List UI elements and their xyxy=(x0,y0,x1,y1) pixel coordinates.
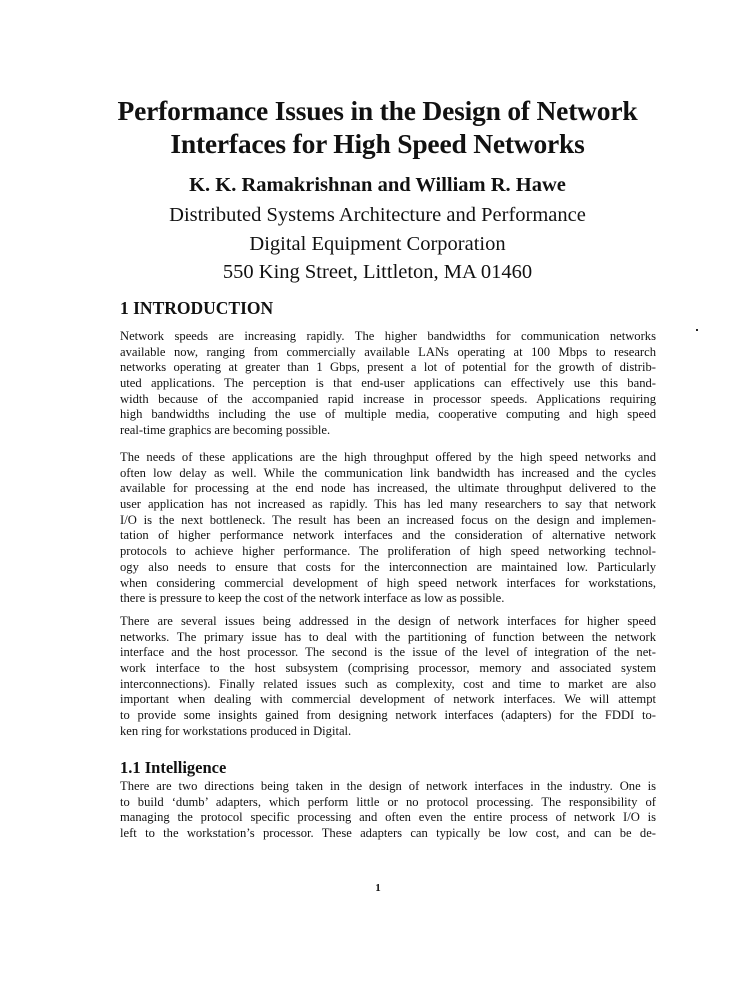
text-line: important when dealing with commercial development of network interfaces. We will attempt xyxy=(120,692,656,707)
text-line: available now, ranging from commercially available LANs operating at 100 Mbps to research xyxy=(120,344,656,359)
text-line: to build ‘dumb’ adapters, which perform little or no protocol processing. The responsibility of xyxy=(120,794,656,809)
text-line: ogy also needs to ensure that costs for the interconnection are maintained low. Particularly xyxy=(120,559,656,574)
affiliation-address: 550 King Street, Littleton, MA 01460 xyxy=(222,261,533,283)
scan-artifact xyxy=(696,329,698,331)
text-line: networks. The primary issue has to deal with the partitioning of function between the network xyxy=(120,629,656,644)
paper-affiliation xyxy=(60,201,695,287)
text-line: ken ring for workstations produced in Digital. xyxy=(120,723,352,738)
text-line: Network speeds are increasing rapidly. The higher bandwidths for communication networks xyxy=(120,329,656,343)
text-line: high bandwidths including the use of multiple media, cooperative computing and high speed xyxy=(120,407,656,422)
paragraph xyxy=(120,450,656,607)
text-line: interconnections). Finally related issues such as complexity, cost and time to market are also xyxy=(120,676,656,691)
text-line: managing the protocol specific processing and often even the entire process of network I/O is xyxy=(120,810,656,825)
title-line: Performance Issues in the Design of Network xyxy=(117,95,638,126)
text-line: width because of the accompanied rapid increase in processor speeds. Applications requiring xyxy=(120,391,656,406)
title-line: Interfaces for High Speed Networks xyxy=(170,128,585,159)
affiliation-organization: Digital Equipment Corporation xyxy=(249,232,506,255)
text-line: left to the workstation’s processor. These adapters can typically be low cost, and can be de- xyxy=(120,826,656,841)
text-line: tation of higher performance network interfaces and the consideration of alternative network xyxy=(120,528,656,543)
text-line: available for processing at the end node has increased, the ultimate throughput delivered to the xyxy=(120,481,656,496)
text-line: networks operating at greater than 1 Gbps, present a lot of potential for the growth of distrib- xyxy=(120,360,656,375)
subsection-heading-intelligence: 1.1 Intelligence xyxy=(120,758,227,777)
text-line: There are several issues being addressed in the design of network interfaces for higher speed xyxy=(120,614,656,628)
text-line: user application has not increased as rapidly. This has led many researchers to say that network xyxy=(120,497,656,512)
page-number: 1 xyxy=(375,882,381,894)
affiliation-department: Distributed Systems Architecture and Performance xyxy=(169,204,586,226)
text-line: to provide some insights gained from designing network interfaces (adapters) for the FDDI to- xyxy=(120,708,656,723)
section-heading-introduction: 1 INTRODUCTION xyxy=(120,298,274,318)
paragraph xyxy=(120,614,656,740)
text-line: uted applications. The perception is that end-user applications can effectively use this band- xyxy=(120,376,656,391)
text-line: interface and the host processor. The second is the issue of the level of integration of the net- xyxy=(120,645,656,660)
paragraph xyxy=(120,329,656,439)
text-line: protocols to achieve higher performance. The proliferation of high speed networking technol- xyxy=(120,544,656,559)
paper-authors: K. K. Ramakrishnan and William R. Hawe xyxy=(189,174,566,196)
text-line: work interface to the host subsystem (comprising processor, memory and associated system xyxy=(120,661,656,676)
text-line: there is pressure to keep the cost of the network interface as low as possible. xyxy=(120,591,505,606)
text-line: often low delay as well. While the communication link bandwidth has increased and the cycles xyxy=(120,465,656,480)
text-line: There are two directions being taken in the design of network interfaces in the industry. One is xyxy=(120,779,656,793)
text-line: real-time graphics are becoming possible. xyxy=(120,423,331,438)
text-line: The needs of these applications are the high throughput offered by the high speed networks and xyxy=(120,450,656,464)
text-line: I/O is the next bottleneck. The result has been an increased focus on the design and implemen- xyxy=(120,512,656,527)
paper-title xyxy=(60,94,695,160)
paragraph xyxy=(120,779,656,842)
text-line: when considering commercial development of high speed network interfaces for workstations, xyxy=(120,575,656,590)
